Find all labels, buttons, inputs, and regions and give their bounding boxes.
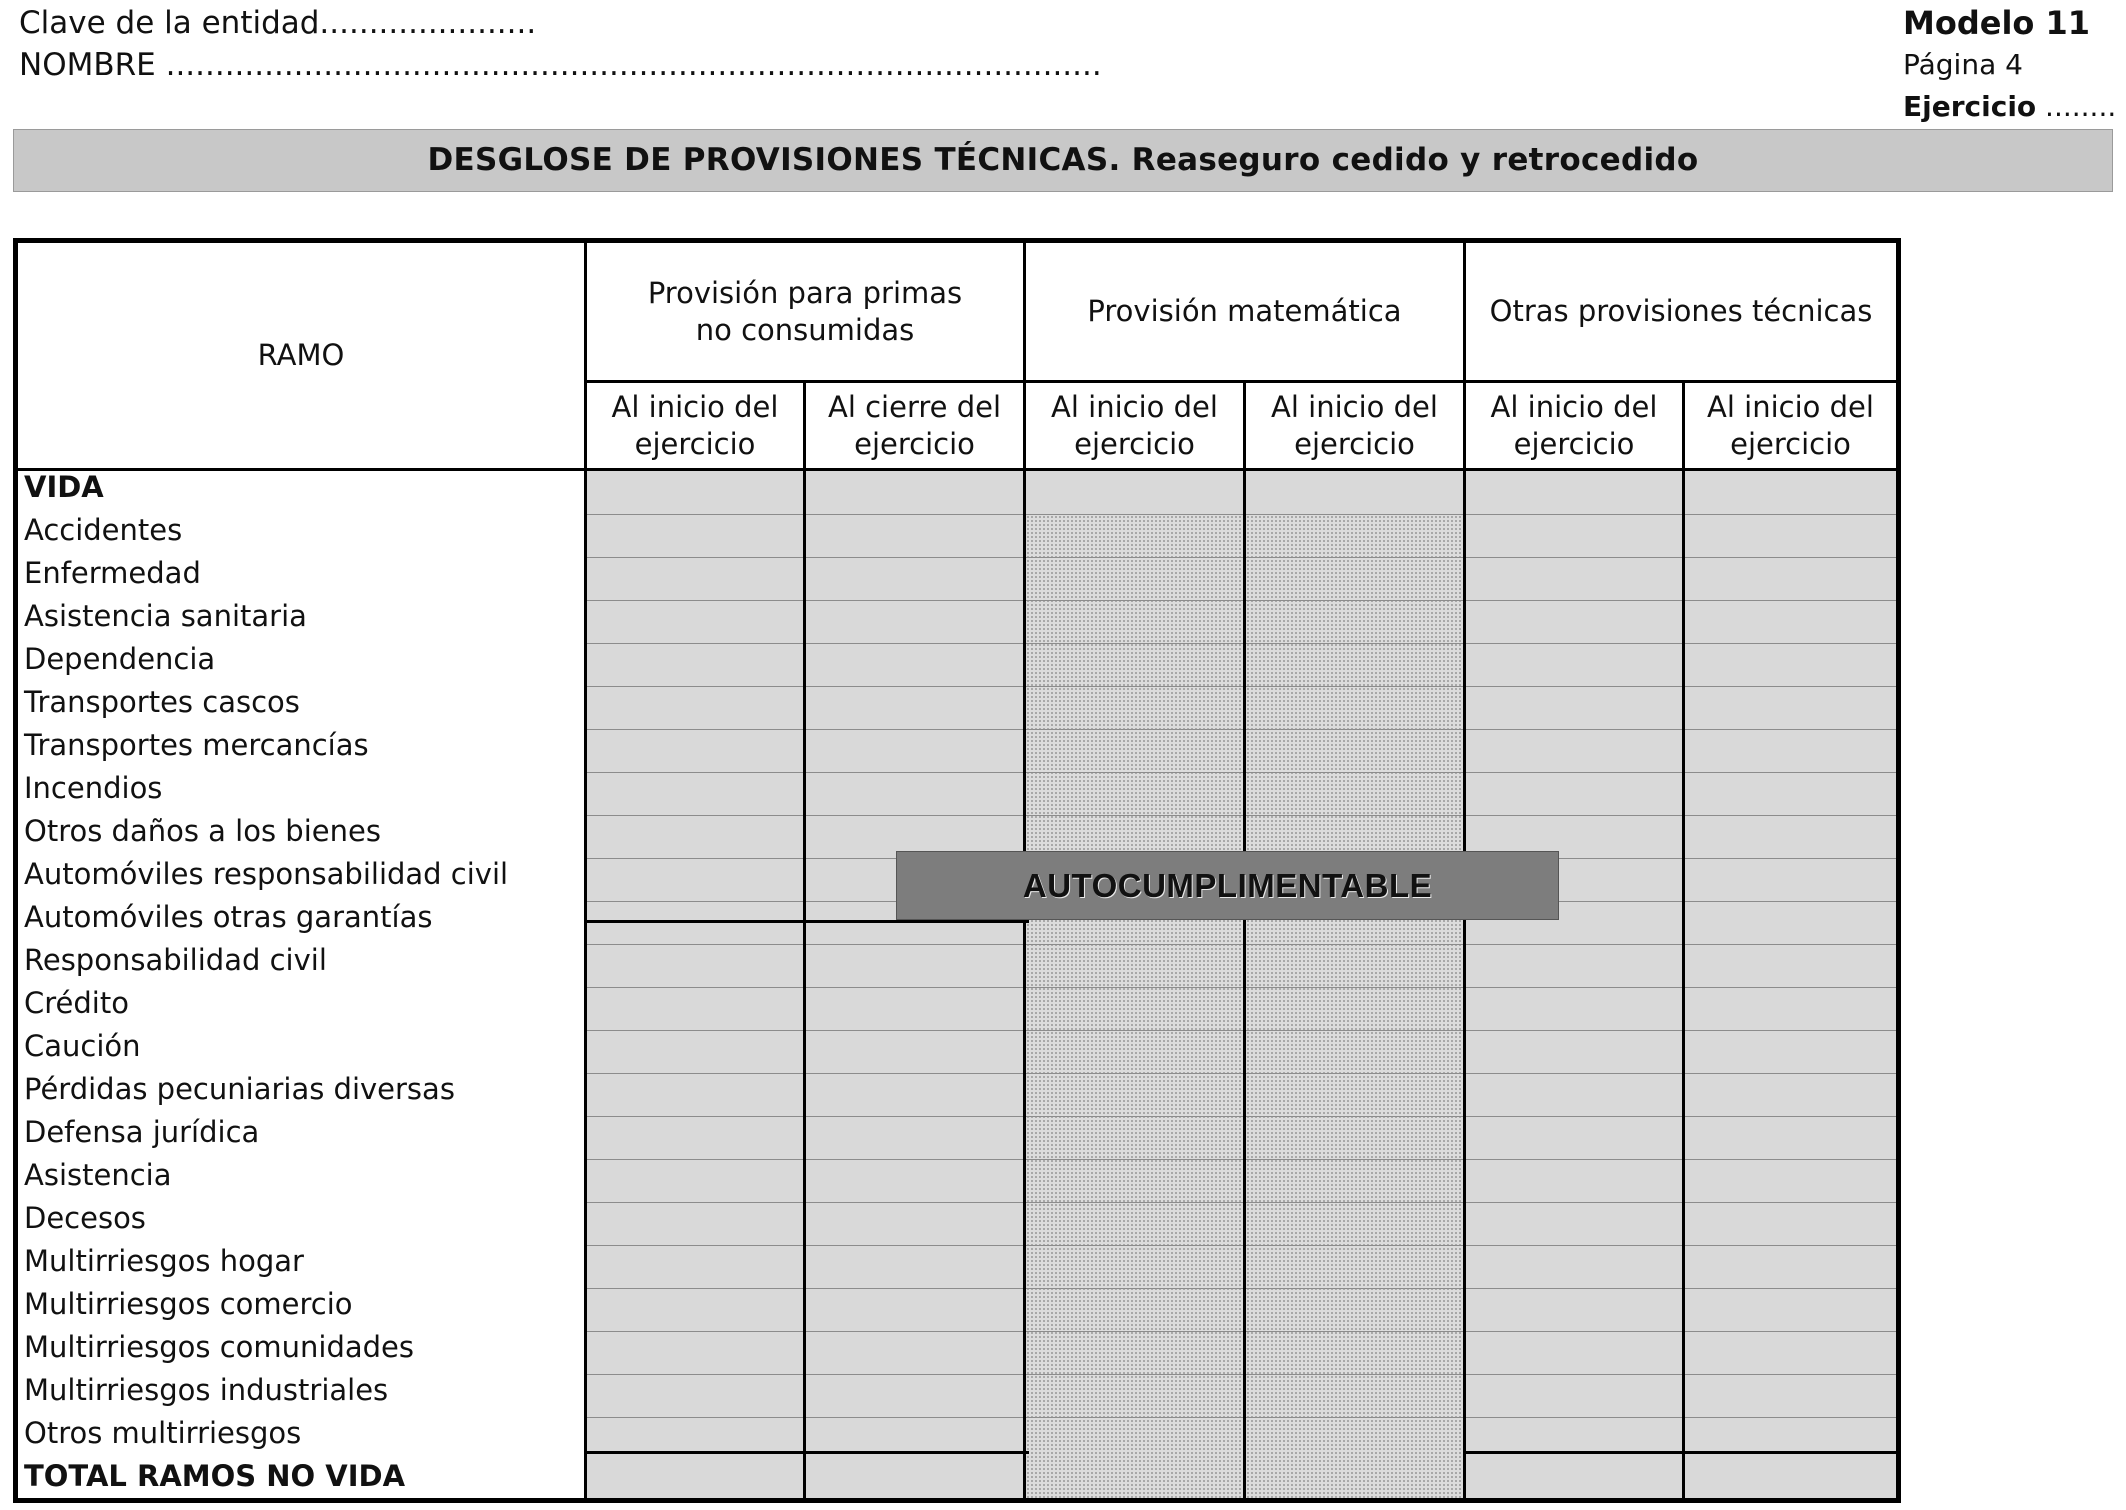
fiscal-year-dots: ........: [2036, 90, 2117, 123]
row-separator: [584, 1331, 1896, 1332]
row-separator: [584, 1417, 1896, 1418]
row-separator: [584, 1245, 1896, 1246]
subheader-col-2: Al cierre del ejercicio: [827, 389, 1002, 461]
group-header-other-technical-provisions: Otras provisiones técnicas: [1489, 294, 1873, 328]
row-separator: [584, 643, 1896, 644]
row-label: Automóviles responsabilidad civil: [24, 857, 509, 891]
row-separator: [584, 557, 1896, 558]
row-separator: [584, 1116, 1896, 1117]
row-label: Transportes cascos: [24, 685, 300, 719]
row-label: Automóviles otras garantías: [24, 900, 433, 934]
mathematical-provision-autofill-area: [1026, 515, 1466, 1498]
row-label: Pérdidas pecuniarias diversas: [24, 1072, 455, 1106]
row-separator: [584, 1202, 1896, 1203]
row-separator: [584, 1288, 1896, 1289]
row-label: Decesos: [24, 1201, 146, 1235]
row-separator: [584, 772, 1896, 773]
row-label: Transportes mercancías: [24, 728, 369, 762]
entity-name-field[interactable]: NOMBRE ...............................................................................................: [19, 47, 1102, 83]
ramo-header: RAMO: [257, 338, 345, 372]
row-label: Responsabilidad civil: [24, 943, 327, 977]
subheader-col-3: Al inicio del ejercicio: [1051, 389, 1218, 461]
group-header-mathematical-provision: Provisión matemática: [1087, 294, 1402, 328]
row-label-vida: VIDA: [24, 470, 104, 504]
row-label: Incendios: [24, 771, 163, 805]
group-header-unearned-premium: Provisión para primas no consumidas: [647, 275, 963, 347]
row-separator: [584, 1030, 1896, 1031]
header-bottom-divider: [18, 468, 1896, 471]
header-right: [1903, 2, 2116, 128]
total-row-divider-right: [1463, 1451, 1896, 1454]
unearned-premium-shaded-columns: [586, 471, 1026, 1498]
total-row-divider-left: [584, 1451, 1029, 1454]
row-label: Crédito: [24, 986, 129, 1020]
subheader-col-5: Al inicio del ejercicio: [1490, 389, 1658, 461]
row-separator: [584, 729, 1896, 730]
subheader-col-4: Al inicio del ejercicio: [1271, 389, 1438, 461]
row-label: Multirriesgos industriales: [24, 1373, 389, 1407]
row-label: Otros multirriesgos: [24, 1416, 302, 1450]
row-separator: [584, 987, 1896, 988]
col-divider-5: [1682, 380, 1685, 1498]
row-separator: [584, 600, 1896, 601]
row-label: Otros daños a los bienes: [24, 814, 381, 848]
row-label: Multirriesgos comercio: [24, 1287, 353, 1321]
row-separator: [584, 944, 1896, 945]
col-divider-1: [803, 380, 806, 1498]
col-divider-3: [1243, 380, 1246, 1498]
row-label: Dependencia: [24, 642, 216, 676]
fiscal-year-label: Ejercicio: [1903, 90, 2037, 123]
row-label: Caución: [24, 1029, 141, 1063]
row-label: Multirriesgos comunidades: [24, 1330, 414, 1364]
model-number: Modelo 11: [1903, 4, 2091, 42]
row-separator: [584, 1374, 1896, 1375]
row-label: Accidentes: [24, 513, 183, 547]
row-label: Asistencia sanitaria: [24, 599, 307, 633]
row-label: Enfermedad: [24, 556, 201, 590]
autofill-banner: AUTOCUMPLIMENTABLE: [896, 851, 1559, 920]
subheader-col-1: Al inicio del ejercicio: [611, 389, 779, 461]
page-number: Página 4: [1903, 48, 2023, 81]
row-separator: [584, 686, 1896, 687]
entity-key-field[interactable]: Clave de la entidad......................: [19, 5, 537, 41]
row-separator: [584, 1073, 1896, 1074]
vida-row-divider-left: [584, 920, 1029, 923]
row-separator: [584, 815, 1896, 816]
subheader-col-6: Al inicio del ejercicio: [1707, 389, 1874, 461]
row-label: Defensa jurídica: [24, 1115, 260, 1149]
row-label-total: TOTAL RAMOS NO VIDA: [24, 1459, 406, 1493]
header-left: [19, 2, 1102, 86]
row-label: Multirriesgos hogar: [24, 1244, 304, 1278]
row-separator: [584, 1159, 1896, 1160]
page-title: DESGLOSE DE PROVISIONES TÉCNICAS. Reaseguro cedido y retrocedido: [13, 129, 2113, 192]
fiscal-year-field[interactable]: [1903, 86, 2116, 128]
row-separator: [584, 514, 1896, 515]
row-label: Asistencia: [24, 1158, 172, 1192]
